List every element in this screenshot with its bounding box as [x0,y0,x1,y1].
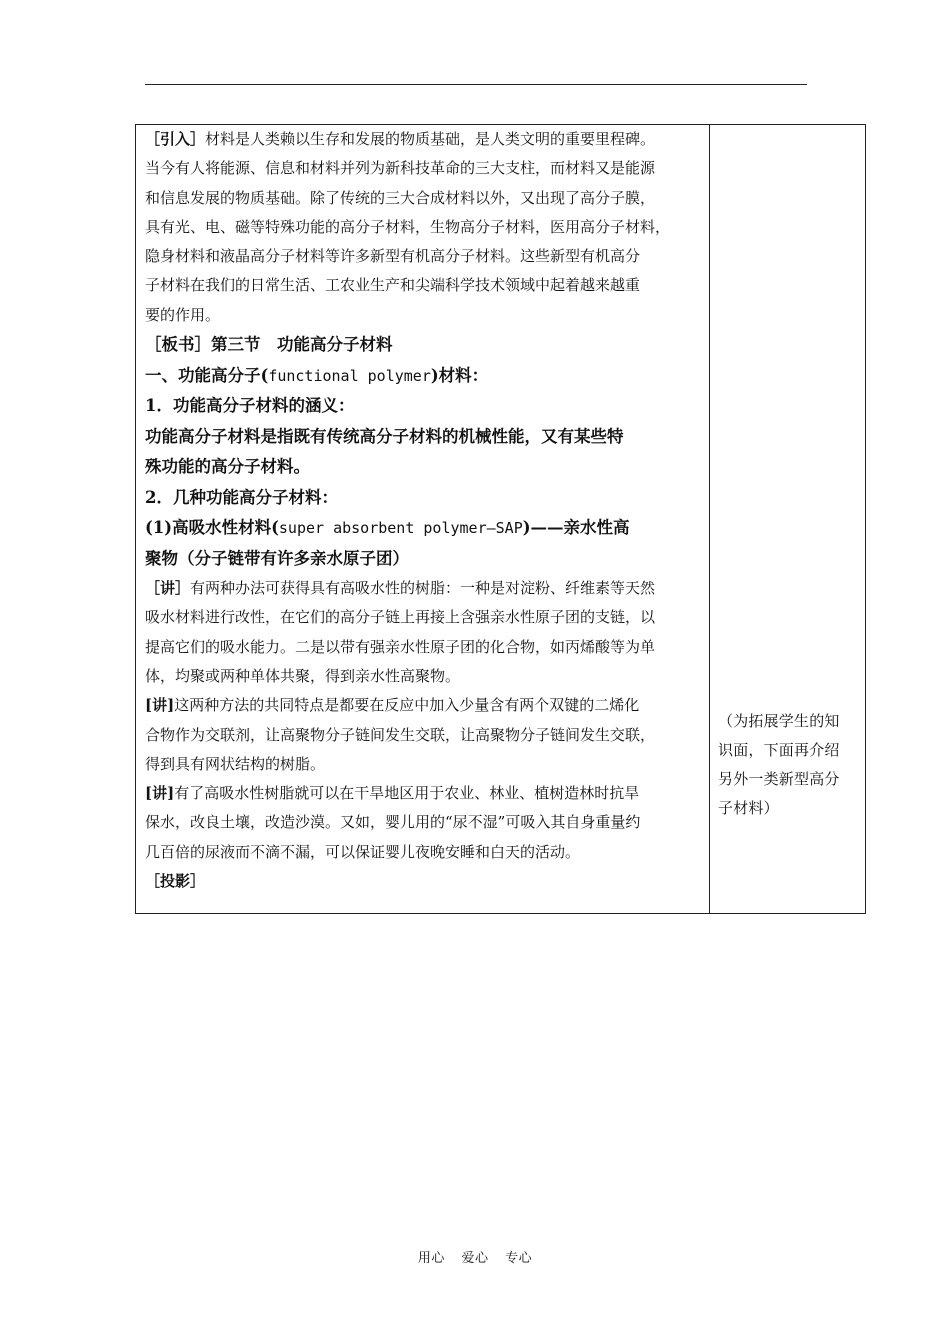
sub1-line2: 聚物（分子链带有许多亲水原子团） [145,548,409,568]
lecture3-paragraph [145,779,703,867]
sub1-prefix: (1)高吸水性材料( [145,518,279,538]
lecture1-tag: ［讲］ [145,579,191,598]
intro-line: 和信息发展的物质基础。除了传统的三大合成材料以外，又出现了高分子膜， [145,188,656,207]
heading1-english: functional polymer [268,366,431,385]
lecture3-tag: [讲] [145,784,175,803]
board-tag: ［板书］ [145,335,211,355]
intro-tag: ［引入］ [145,130,206,148]
lecture2-tag: [讲] [145,696,175,715]
intro-line: 子材料在我们的日常生活、工农业生产和尖端科学技术领域中起着越来越重 [145,276,641,295]
intro-paragraph [145,125,703,330]
lecture3-line: 几百倍的尿液而不滴不漏，可以保证婴儿夜晚安睡和白天的活动。 [145,842,581,861]
side-note-line: 识面，下面再介绍 [718,741,840,759]
lecture1-line: 有两种办法可获得具有高吸水性的树脂：一种是对淀粉、纤维素等天然 [190,579,656,598]
item1-label: 1．功能高分子材料的涵义： [145,396,355,416]
intro-line: 隐身材料和液晶高分子材料等许多新型有机高分子材料。这些新型有机高分 [145,247,641,266]
heading-functional-polymer [145,361,703,392]
side-note [718,707,862,823]
sub1-english: super absorbent polymer—SAP [278,519,523,538]
lecture2-paragraph [145,691,703,779]
item2-label: 2．几种功能高分子材料： [145,487,338,507]
main-column [145,125,703,896]
lecture2-line: 得到具有网状结构的树脂。 [145,754,326,773]
section-title: 第三节 功能高分子材料 [211,335,393,355]
footer-item: 用心 [417,1251,445,1266]
heading1-prefix: 一、功能高分子( [145,365,269,385]
header-rule [145,84,807,85]
column-divider [709,125,710,913]
intro-line: 具有光、电、磁等特殊功能的高分子材料，生物高分子材料，医用高分子材料， [145,217,671,236]
lecture1-line: 吸水材料进行改性，在它们的高分子链上再接上含强亲水性原子团的支链，以 [145,608,656,627]
projection-tag: ［投影］ [145,872,206,891]
footer-item: 专心 [505,1251,533,1266]
side-note-line: （为拓展学生的知 [718,712,840,730]
lecture1-paragraph [145,574,703,691]
lecture2-line: 合物作为交联剂，让高聚物分子链间发生交联，让高聚物分子链间发生交联， [145,725,656,744]
side-note-line: 另外一类新型高分 [718,770,840,788]
sub1-heading [145,513,703,574]
side-note-line: 子材料） [718,799,779,817]
definition-line: 功能高分子材料是指既有传统高分子材料的机械性能，又有某些特 [145,426,624,446]
lecture1-line: 提高它们的吸水能力。二是以带有强亲水性原子团的化合物，如丙烯酸等为单 [145,637,656,656]
footer-item: 爱心 [461,1251,489,1266]
item2 [145,483,703,514]
lecture1-line: 体，均聚或两种单体共聚，得到亲水性高聚物。 [145,666,461,685]
lecture3-line: 保水，改良土壤，改造沙漠。又如，婴儿用的“尿不湿”可吸入其自身重量约 [145,813,641,832]
heading1-suffix: )材料： [430,365,489,385]
definition-line: 殊功能的高分子材料。 [145,457,310,477]
sub1-suffix: )——亲水性高 [522,518,630,538]
item1 [145,391,703,483]
lesson-table [135,124,866,914]
lecture2-line: 这两种方法的共同特点是都要在反应中加入少量含有两个双键的二烯化 [174,696,640,715]
projection-paragraph [145,867,703,896]
intro-line: 要的作用。 [145,305,221,324]
intro-line: 当今有人将能源、信息和材料并列为新科技革命的三大支柱，而材料又是能源 [145,159,656,178]
intro-line: 材料是人类赖以生存和发展的物质基础，是人类文明的重要里程碑。 [205,130,656,148]
board-heading [145,330,703,361]
page-footer [0,1247,950,1266]
lecture3-line: 有了高吸水性树脂就可以在干旱地区用于农业、林业、植树造林时抗旱 [174,784,640,803]
